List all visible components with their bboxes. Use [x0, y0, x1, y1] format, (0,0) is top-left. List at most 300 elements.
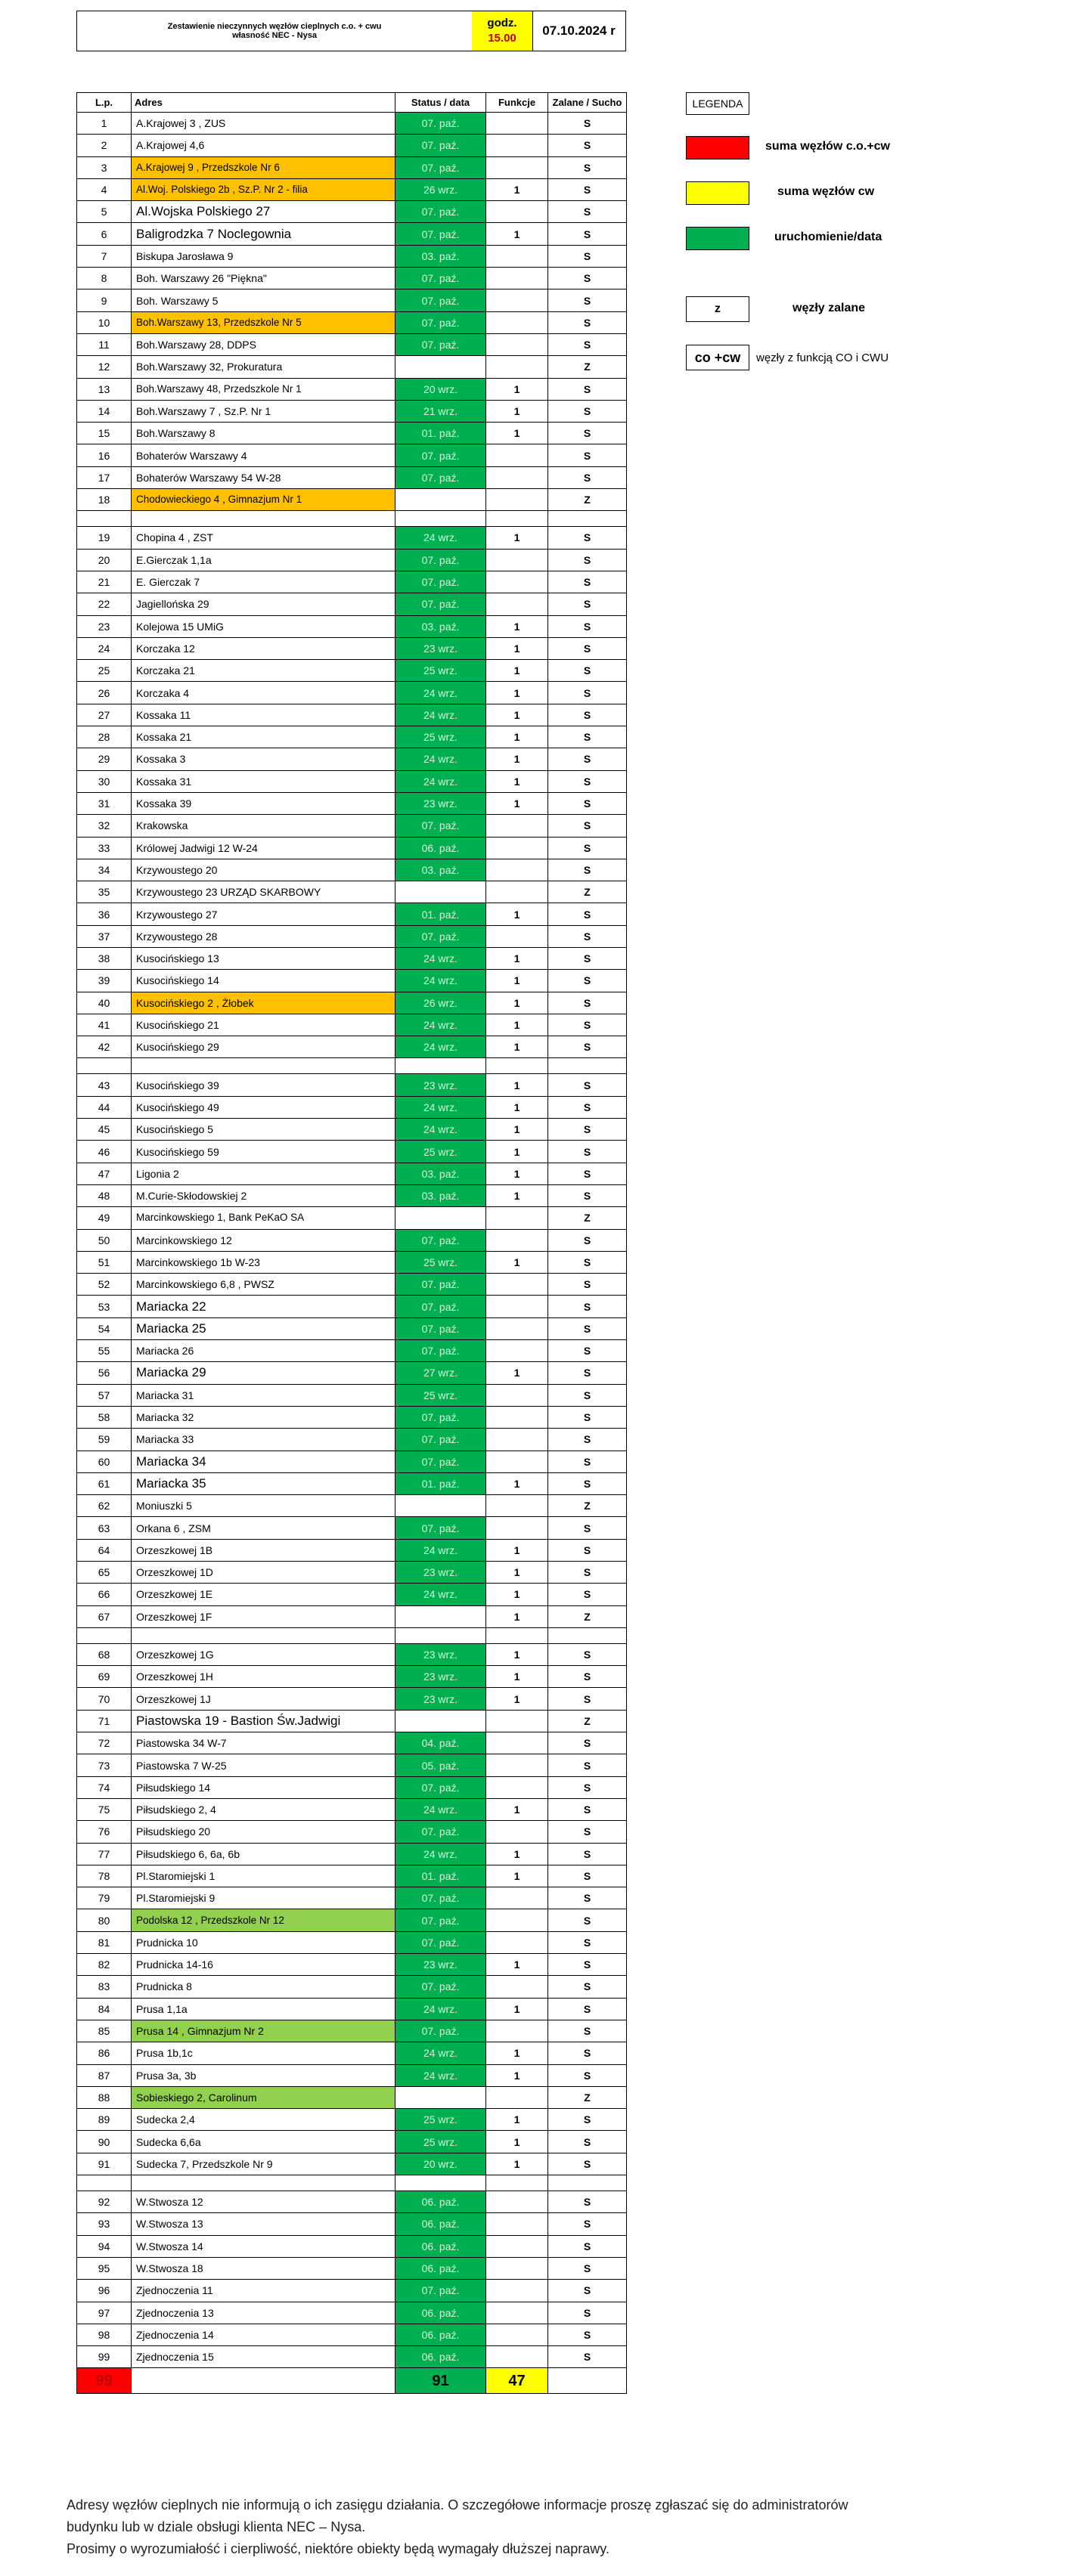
row-lp: 56 — [77, 1362, 132, 1384]
row-lp: 57 — [77, 1384, 132, 1406]
row-status: 24 wrz. — [395, 748, 486, 770]
row-flooded-dry: S — [548, 527, 627, 549]
report-header — [76, 11, 626, 51]
row-function — [486, 113, 548, 135]
row-flooded-dry: S — [548, 1274, 627, 1296]
row-flooded-dry: S — [548, 660, 627, 682]
row-lp: 86 — [77, 2042, 132, 2064]
table-row — [77, 400, 627, 422]
row-address: Krzywoustego 20 — [132, 859, 395, 881]
row-function — [486, 837, 548, 859]
row-flooded-dry: S — [548, 1909, 627, 1931]
row-function: 1 — [486, 615, 548, 637]
row-function: 1 — [486, 1954, 548, 1976]
row-lp: 65 — [77, 1562, 132, 1584]
row-address: Ligonia 2 — [132, 1163, 395, 1184]
row-function — [486, 1495, 548, 1517]
row-status: 07. paź. — [395, 1821, 486, 1843]
row-status: 01. paź. — [395, 1472, 486, 1494]
row-flooded-dry: S — [548, 223, 627, 245]
table-row — [77, 1754, 627, 1776]
legend-label-yellow: suma węzłów cw — [777, 185, 875, 198]
row-address: Bohaterów Warszawy 54 W-28 — [132, 466, 395, 488]
row-status — [395, 1605, 486, 1627]
row-address: Kossaka 11 — [132, 704, 395, 726]
row-flooded-dry: S — [548, 1251, 627, 1273]
row-address: A.Krajowej 4,6 — [132, 135, 395, 156]
row-status: 06. paź. — [395, 2235, 486, 2257]
row-flooded-dry: S — [548, 1014, 627, 1036]
total-empty-2 — [548, 2368, 627, 2394]
table-row — [77, 1865, 627, 1887]
row-status: 07. paź. — [395, 1887, 486, 1909]
row-function — [486, 1384, 548, 1406]
row-flooded-dry: S — [548, 2131, 627, 2153]
row-lp: 49 — [77, 1207, 132, 1229]
row-status: 26 wrz. — [395, 992, 486, 1014]
row-lp: 39 — [77, 970, 132, 992]
row-flooded-dry: Z — [548, 2086, 627, 2108]
row-flooded-dry: S — [548, 2020, 627, 2042]
row-address: Marcinkowskiego 1b W-23 — [132, 1251, 395, 1273]
table-row — [77, 1666, 627, 1688]
table-row — [77, 792, 627, 814]
table-row — [77, 748, 627, 770]
row-flooded-dry: S — [548, 466, 627, 488]
row-address: Moniuszki 5 — [132, 1495, 395, 1517]
row-address: Korczaka 12 — [132, 637, 395, 659]
row-address: Krzywoustego 23 URZĄD SKARBOWY — [132, 881, 395, 903]
row-lp: 40 — [77, 992, 132, 1014]
row-lp: 32 — [77, 815, 132, 837]
legend-title: LEGENDA — [686, 92, 749, 115]
row-flooded-dry: S — [548, 593, 627, 615]
row-function: 1 — [486, 748, 548, 770]
row-address: Korczaka 21 — [132, 660, 395, 682]
row-status: 24 wrz. — [395, 947, 486, 969]
legend-cocw-box: co +cw — [686, 345, 749, 370]
table-row — [77, 201, 627, 223]
row-status: 01. paź. — [395, 1865, 486, 1887]
row-status — [395, 2086, 486, 2108]
row-status: 24 wrz. — [395, 527, 486, 549]
row-lp: 25 — [77, 660, 132, 682]
row-lp: 50 — [77, 1229, 132, 1251]
row-flooded-dry: S — [548, 1317, 627, 1339]
row-address: Jagiellońska 29 — [132, 593, 395, 615]
row-lp: 37 — [77, 925, 132, 947]
row-status: 03. paź. — [395, 615, 486, 637]
table-row — [77, 1495, 627, 1517]
row-flooded-dry: S — [548, 1163, 627, 1184]
group-spacer — [77, 511, 627, 527]
row-status: 07. paź. — [395, 1931, 486, 1953]
table-row — [77, 378, 627, 400]
row-flooded-dry: S — [548, 925, 627, 947]
row-lp: 38 — [77, 947, 132, 969]
row-address: Kossaka 39 — [132, 792, 395, 814]
row-function: 1 — [486, 947, 548, 969]
row-flooded-dry: S — [548, 1141, 627, 1163]
row-address: Boh.Warszawy 8 — [132, 423, 395, 444]
row-address: Prudnicka 8 — [132, 1976, 395, 1998]
row-status: 07. paź. — [395, 1517, 486, 1539]
row-flooded-dry: S — [548, 837, 627, 859]
row-function — [486, 1340, 548, 1362]
row-flooded-dry: S — [548, 1384, 627, 1406]
table-row — [77, 489, 627, 511]
row-function: 1 — [486, 1998, 548, 2020]
row-flooded-dry: S — [548, 289, 627, 311]
row-lp: 88 — [77, 2086, 132, 2108]
row-status: 07. paź. — [395, 593, 486, 615]
row-lp: 61 — [77, 1472, 132, 1494]
row-function: 1 — [486, 1472, 548, 1494]
row-lp: 69 — [77, 1666, 132, 1688]
row-address: Podolska 12 , Przedszkole Nr 12 — [132, 1909, 395, 1931]
row-function: 1 — [486, 1584, 548, 1605]
row-flooded-dry: S — [548, 1119, 627, 1141]
row-status: 24 wrz. — [395, 770, 486, 792]
row-lp: 97 — [77, 2302, 132, 2324]
row-lp: 41 — [77, 1014, 132, 1036]
row-function — [486, 268, 548, 289]
row-flooded-dry: S — [548, 1865, 627, 1887]
table-row — [77, 1229, 627, 1251]
row-address: E. Gierczak 7 — [132, 571, 395, 593]
table-row — [77, 178, 627, 200]
table-row — [77, 333, 627, 355]
row-lp: 96 — [77, 2280, 132, 2302]
row-status: 25 wrz. — [395, 1384, 486, 1406]
row-status: 23 wrz. — [395, 1562, 486, 1584]
row-flooded-dry: S — [548, 1539, 627, 1561]
row-lp: 29 — [77, 748, 132, 770]
table-row — [77, 2131, 627, 2153]
row-status: 07. paź. — [395, 113, 486, 135]
row-function — [486, 1274, 548, 1296]
row-address: Orkana 6 , ZSM — [132, 1517, 395, 1539]
row-address: Mariacka 32 — [132, 1406, 395, 1428]
row-address: Prudnicka 10 — [132, 1931, 395, 1953]
row-flooded-dry: S — [548, 1798, 627, 1820]
row-flooded-dry: Z — [548, 1495, 627, 1517]
row-flooded-dry: Z — [548, 1605, 627, 1627]
row-status: 20 wrz. — [395, 2153, 486, 2175]
row-function: 1 — [486, 1362, 548, 1384]
row-lp: 21 — [77, 571, 132, 593]
row-lp: 33 — [77, 837, 132, 859]
row-address: A.Krajowej 3 , ZUS — [132, 113, 395, 135]
row-lp: 85 — [77, 2020, 132, 2042]
row-function: 1 — [486, 792, 548, 814]
table-row — [77, 444, 627, 466]
row-status — [395, 1710, 486, 1732]
row-function — [486, 571, 548, 593]
row-function — [486, 1732, 548, 1754]
row-address: W.Stwosza 14 — [132, 2235, 395, 2257]
row-lp: 19 — [77, 527, 132, 549]
report-title — [77, 11, 473, 51]
row-function: 1 — [486, 726, 548, 748]
row-function — [486, 2235, 548, 2257]
row-address: Kusocińskiego 5 — [132, 1119, 395, 1141]
row-lp: 1 — [77, 113, 132, 135]
row-flooded-dry: S — [548, 333, 627, 355]
row-lp: 87 — [77, 2064, 132, 2086]
row-function: 1 — [486, 1014, 548, 1036]
total-empty — [132, 2368, 395, 2394]
row-lp: 34 — [77, 859, 132, 881]
row-address: Piłsudskiego 2, 4 — [132, 1798, 395, 1820]
row-lp: 43 — [77, 1074, 132, 1096]
table-row — [77, 1798, 627, 1820]
row-flooded-dry: S — [548, 444, 627, 466]
hour-label: godz. — [487, 17, 517, 29]
table-row — [77, 1821, 627, 1843]
table-row — [77, 1406, 627, 1428]
row-address: Zjednoczenia 13 — [132, 2302, 395, 2324]
table-row — [77, 1451, 627, 1472]
table-row — [77, 1184, 627, 1206]
row-address: Mariacka 33 — [132, 1429, 395, 1451]
row-lp: 16 — [77, 444, 132, 466]
row-lp: 77 — [77, 1843, 132, 1865]
row-lp: 52 — [77, 1274, 132, 1296]
table-row — [77, 113, 627, 135]
row-flooded-dry: S — [548, 245, 627, 267]
row-status: 07. paź. — [395, 1229, 486, 1251]
row-address: Mariacka 25 — [132, 1317, 395, 1339]
row-flooded-dry: S — [548, 2109, 627, 2131]
row-lp: 63 — [77, 1517, 132, 1539]
row-address: Orzeszkowej 1B — [132, 1539, 395, 1561]
row-address: Kusocińskiego 13 — [132, 947, 395, 969]
row-address: Chopina 4 , ZST — [132, 527, 395, 549]
row-status: 24 wrz. — [395, 1036, 486, 1058]
table-row — [77, 947, 627, 969]
col-flooded-dry: Zalane / Sucho — [548, 93, 627, 113]
row-address: Orzeszkowej 1E — [132, 1584, 395, 1605]
row-function — [486, 925, 548, 947]
row-function — [486, 2086, 548, 2108]
row-status: 23 wrz. — [395, 1643, 486, 1665]
row-function — [486, 2257, 548, 2279]
row-flooded-dry: S — [548, 1096, 627, 1118]
table-row — [77, 1643, 627, 1665]
row-address: Kossaka 21 — [132, 726, 395, 748]
row-status: 25 wrz. — [395, 1251, 486, 1273]
table-row — [77, 1710, 627, 1732]
row-flooded-dry: S — [548, 2042, 627, 2064]
row-status: 27 wrz. — [395, 1362, 486, 1384]
row-function: 1 — [486, 704, 548, 726]
row-flooded-dry: S — [548, 1954, 627, 1976]
row-status: 07. paź. — [395, 289, 486, 311]
row-status: 07. paź. — [395, 549, 486, 571]
row-address: Mariacka 35 — [132, 1472, 395, 1494]
table-row — [77, 1605, 627, 1627]
row-flooded-dry: S — [548, 2191, 627, 2213]
table-row — [77, 1954, 627, 1976]
row-status: 24 wrz. — [395, 1843, 486, 1865]
row-lp: 83 — [77, 1976, 132, 1998]
col-lp: L.p. — [77, 93, 132, 113]
row-address: Piastowska 19 - Bastion Św.Jadwigi — [132, 1710, 395, 1732]
row-flooded-dry: S — [548, 947, 627, 969]
row-flooded-dry: S — [548, 615, 627, 637]
table-row — [77, 1429, 627, 1451]
row-flooded-dry: S — [548, 748, 627, 770]
row-status: 25 wrz. — [395, 726, 486, 748]
row-lp: 73 — [77, 1754, 132, 1776]
legend-z-box: z — [686, 296, 749, 322]
row-address: Boh.Warszawy 32, Prokuratura — [132, 356, 395, 378]
total-nodes: 99 — [77, 2368, 132, 2394]
row-function — [486, 201, 548, 223]
row-status: 24 wrz. — [395, 1584, 486, 1605]
table-row — [77, 1384, 627, 1406]
row-address: Sudecka 6,6a — [132, 2131, 395, 2153]
table-row — [77, 223, 627, 245]
row-flooded-dry: S — [548, 1998, 627, 2020]
row-function — [486, 444, 548, 466]
row-function — [486, 1821, 548, 1843]
row-status: 03. paź. — [395, 859, 486, 881]
row-function: 1 — [486, 1184, 548, 1206]
row-flooded-dry: S — [548, 637, 627, 659]
table-row — [77, 1776, 627, 1798]
row-function — [486, 356, 548, 378]
table-row — [77, 311, 627, 333]
row-function — [486, 1776, 548, 1798]
row-flooded-dry: S — [548, 1562, 627, 1584]
row-flooded-dry: Z — [548, 1207, 627, 1229]
row-address: Mariacka 29 — [132, 1362, 395, 1384]
row-flooded-dry: S — [548, 1406, 627, 1428]
row-function — [486, 2020, 548, 2042]
row-status: 06. paź. — [395, 2346, 486, 2368]
row-function: 1 — [486, 1036, 548, 1058]
row-flooded-dry: S — [548, 113, 627, 135]
row-status: 07. paź. — [395, 444, 486, 466]
row-address: Boh.Warszawy 13, Przedszkole Nr 5 — [132, 311, 395, 333]
row-status: 26 wrz. — [395, 178, 486, 200]
table-row — [77, 1562, 627, 1584]
row-function: 1 — [486, 2042, 548, 2064]
row-flooded-dry: Z — [548, 1710, 627, 1732]
row-lp: 7 — [77, 245, 132, 267]
row-flooded-dry: S — [548, 1666, 627, 1688]
row-address: Mariacka 34 — [132, 1451, 395, 1472]
table-row — [77, 726, 627, 748]
row-function: 1 — [486, 770, 548, 792]
row-lp: 93 — [77, 2213, 132, 2235]
row-lp: 8 — [77, 268, 132, 289]
footer-line-2: budynku lub w dziale obsługi klienta NEC – Nysa. — [67, 2519, 366, 2534]
table-row — [77, 466, 627, 488]
row-function — [486, 2346, 548, 2368]
table-row — [77, 1163, 627, 1184]
row-status: 07. paź. — [395, 1406, 486, 1428]
row-address: Marcinkowskiego 12 — [132, 1229, 395, 1251]
col-status: Status / data — [395, 93, 486, 113]
row-status: 07. paź. — [395, 1429, 486, 1451]
table-row — [77, 970, 627, 992]
table-row — [77, 1976, 627, 1998]
row-flooded-dry: S — [548, 992, 627, 1014]
row-flooded-dry: S — [548, 1472, 627, 1494]
row-status: 06. paź. — [395, 2257, 486, 2279]
row-flooded-dry: Z — [548, 356, 627, 378]
table-row — [77, 770, 627, 792]
row-status: 07. paź. — [395, 1274, 486, 1296]
footer-line-3: Prosimy o wyrozumiałość i cierpliwość, niektóre obiekty będą wymagały dłuższej naprawy. — [67, 2541, 609, 2556]
row-function: 1 — [486, 378, 548, 400]
row-status: 23 wrz. — [395, 637, 486, 659]
row-flooded-dry: Z — [548, 881, 627, 903]
row-lp: 81 — [77, 1931, 132, 1953]
table-row — [77, 1036, 627, 1058]
row-status: 24 wrz. — [395, 1998, 486, 2020]
row-function — [486, 135, 548, 156]
row-function: 1 — [486, 1865, 548, 1887]
row-flooded-dry: S — [548, 770, 627, 792]
row-flooded-dry: S — [548, 178, 627, 200]
row-flooded-dry: S — [548, 1184, 627, 1206]
row-address: Orzeszkowej 1F — [132, 1605, 395, 1627]
row-lp: 42 — [77, 1036, 132, 1058]
table-body — [77, 113, 627, 2394]
row-lp: 92 — [77, 2191, 132, 2213]
row-flooded-dry: S — [548, 378, 627, 400]
row-address: E.Gierczak 1,1a — [132, 549, 395, 571]
row-lp: 94 — [77, 2235, 132, 2257]
row-function — [486, 2324, 548, 2345]
row-function — [486, 1976, 548, 1998]
table-row — [77, 549, 627, 571]
table-row — [77, 1274, 627, 1296]
row-lp: 45 — [77, 1119, 132, 1141]
row-lp: 58 — [77, 1406, 132, 1428]
row-lp: 22 — [77, 593, 132, 615]
row-flooded-dry: S — [548, 2153, 627, 2175]
row-status: 07. paź. — [395, 571, 486, 593]
table-row — [77, 1732, 627, 1754]
row-address: Piłsudskiego 14 — [132, 1776, 395, 1798]
row-status: 06. paź. — [395, 2191, 486, 2213]
row-flooded-dry: S — [548, 2324, 627, 2345]
table-row — [77, 637, 627, 659]
row-address: Bohaterów Warszawy 4 — [132, 444, 395, 466]
row-flooded-dry: S — [548, 704, 627, 726]
row-lp: 2 — [77, 135, 132, 156]
row-status: 24 wrz. — [395, 1539, 486, 1561]
row-lp: 79 — [77, 1887, 132, 1909]
row-status: 06. paź. — [395, 2213, 486, 2235]
row-flooded-dry: S — [548, 970, 627, 992]
row-flooded-dry: S — [548, 2302, 627, 2324]
row-lp: 98 — [77, 2324, 132, 2345]
row-function: 1 — [486, 1074, 548, 1096]
row-address: Sobieskiego 2, Carolinum — [132, 2086, 395, 2108]
row-address: W.Stwosza 12 — [132, 2191, 395, 2213]
table-row — [77, 2191, 627, 2213]
table-row — [77, 268, 627, 289]
row-lp: 35 — [77, 881, 132, 903]
row-status: 07. paź. — [395, 466, 486, 488]
row-lp: 68 — [77, 1643, 132, 1665]
